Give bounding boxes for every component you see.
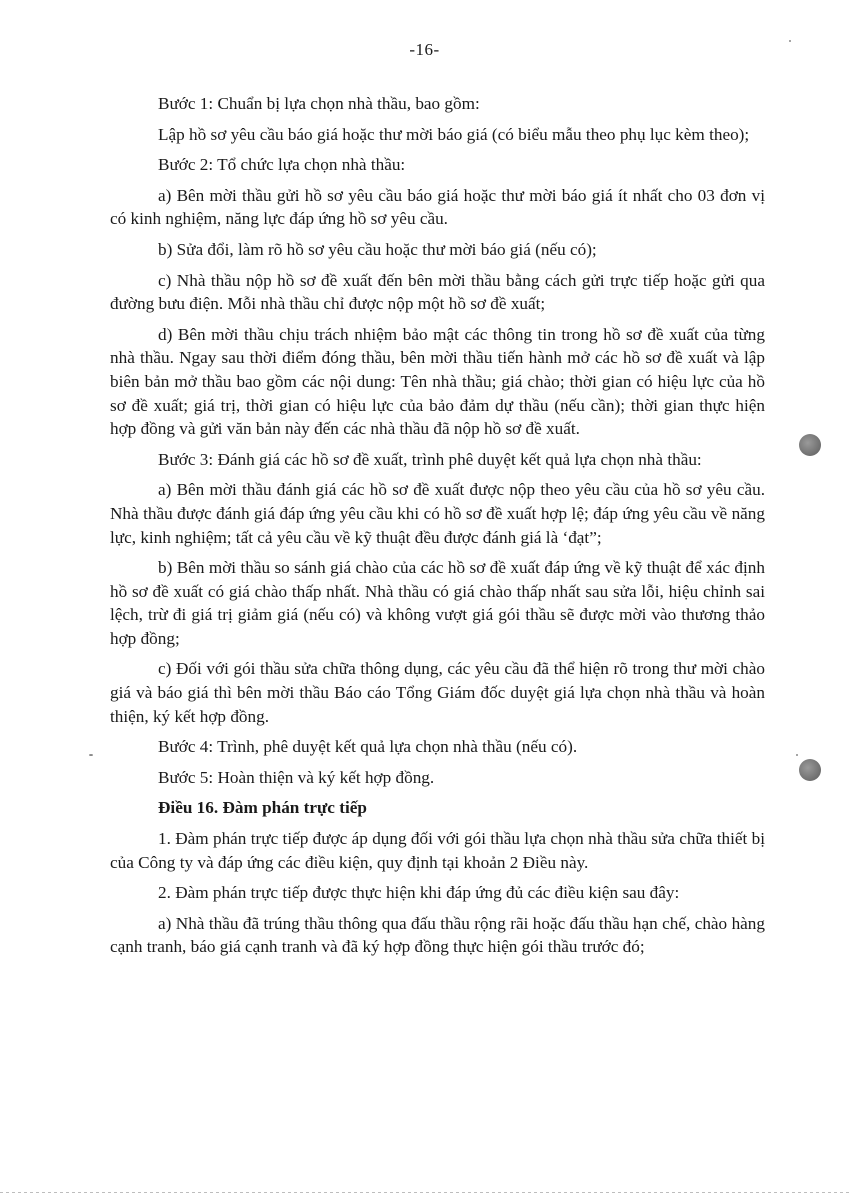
paragraph-article-16-clause-2: 2. Đàm phán trực tiếp được thực hiện khi đáp ứng đủ các điều kiện sau đây:: [158, 883, 680, 903]
paragraph-step-2-a: a) Bên mời thầu gửi hồ sơ yêu cầu báo giá hoặc thư mời báo giá ít nhất cho 03 đơn vị có kinh nghiệm, năng lực đáp ứng hồ sơ yêu cầu.: [110, 185, 765, 229]
paragraph-article-16-clause-1: 1. Đàm phán trực tiếp được áp dụng đối với gói thầu lựa chọn nhà thầu sửa chữa thiết bị của Công ty và đáp ứng các điều kiện, quy định tại khoản 2 Điều này.: [110, 829, 765, 872]
punch-hole-mark: [799, 759, 821, 781]
scan-speck: [796, 754, 798, 756]
paragraph-step-3-a: a) Bên mời thầu đánh giá các hồ sơ đề xuất được nộp theo yêu cầu của hồ sơ yêu cầu. Nhà thầu được đánh giá đáp ứng yêu cầu khi có hồ sơ đề xuất hợp lệ; đáp ứng yêu cầu về năng lực, kinh nghiệm; tất cả yêu cầu về kỹ thuật đều được đánh giá là ‘đạt”;: [110, 480, 765, 547]
paragraph-step-5: Bước 5: Hoàn thiện và ký kết hợp đồng.: [158, 767, 435, 787]
paragraph-step-1-detail: Lập hồ sơ yêu cầu báo giá hoặc thư mời báo giá (có biểu mẫu theo phụ lục kèm theo);: [158, 124, 750, 144]
paragraph-step-3-c: c) Đối với gói thầu sửa chữa thông dụng, các yêu cầu đã thể hiện rõ trong thư mời chào giá và báo giá thì bên mời thầu Báo cáo Tổng Giám đốc duyệt giá lựa chọn nhà thầu và hoàn thiện, ký kết hợp đồng.: [110, 659, 765, 726]
scan-edge-line: [0, 1192, 849, 1193]
paragraph-step-2-c: c) Nhà thầu nộp hồ sơ đề xuất đến bên mời thầu bằng cách gửi trực tiếp hoặc gửi qua đường bưu điện. Mỗi nhà thầu chỉ được nộp một hồ sơ đề xuất;: [110, 270, 765, 314]
scan-speck: [89, 754, 93, 756]
paragraph-article-16-clause-2-a: a) Nhà thầu đã trúng thầu thông qua đấu thầu rộng rãi hoặc đấu thầu hạn chế, chào hàng cạnh tranh, báo giá cạnh tranh và đã ký hợp đồng thực hiện gói thầu trước đó;: [110, 913, 765, 957]
page-number: -16-: [409, 40, 440, 59]
paragraph-step-3-b: b) Bên mời thầu so sánh giá chào của các hồ sơ đề xuất đáp ứng về kỹ thuật để xác định hồ sơ đề xuất có giá chào thấp nhất. Nhà thầu có giá chào thấp nhất sau sửa lỗi, hiệu chỉnh sai lệch, trừ đi giá trị giảm giá (nếu có) và không vượt giá gói thầu sẽ được mời vào thương thảo hợp đồng;: [110, 558, 765, 648]
paragraph-step-2-d: d) Bên mời thầu chịu trách nhiệm bảo mật các thông tin trong hồ sơ đề xuất của từng nhà thầu. Ngay sau thời điểm đóng thầu, bên mời thầu tiến hành mở các hồ sơ đề xuất và lập biên bản mở thầu bao gồm các nội dung: Tên nhà thầu; giá chào; thời gian có hiệu lực của hồ sơ đề xuất; giá trị, thời gian có hiệu lực của bảo đảm dự thầu (nếu cần); thời gian thực hiện hợp đồng và gửi văn bản này đến các nhà thầu đã nộp hồ sơ đề xuất.: [110, 324, 765, 439]
paragraph-step-4: Bước 4: Trình, phê duyệt kết quả lựa chọn nhà thầu (nếu có).: [158, 737, 578, 757]
document-body: [110, 92, 765, 966]
paragraph-step-2: Bước 2: Tổ chức lựa chọn nhà thầu:: [158, 155, 406, 175]
punch-hole-mark: [799, 434, 821, 456]
paragraph-step-1: Bước 1: Chuẩn bị lựa chọn nhà thầu, bao gồm:: [158, 94, 480, 113]
scan-speck: [789, 40, 791, 42]
article-16-heading: Điều 16. Đàm phán trực tiếp: [158, 798, 367, 818]
paragraph-step-2-b: b) Sửa đổi, làm rõ hồ sơ yêu cầu hoặc thư mời báo giá (nếu có);: [158, 239, 597, 259]
paragraph-step-3: Bước 3: Đánh giá các hồ sơ đề xuất, trình phê duyệt kết quả lựa chọn nhà thầu:: [158, 449, 702, 469]
